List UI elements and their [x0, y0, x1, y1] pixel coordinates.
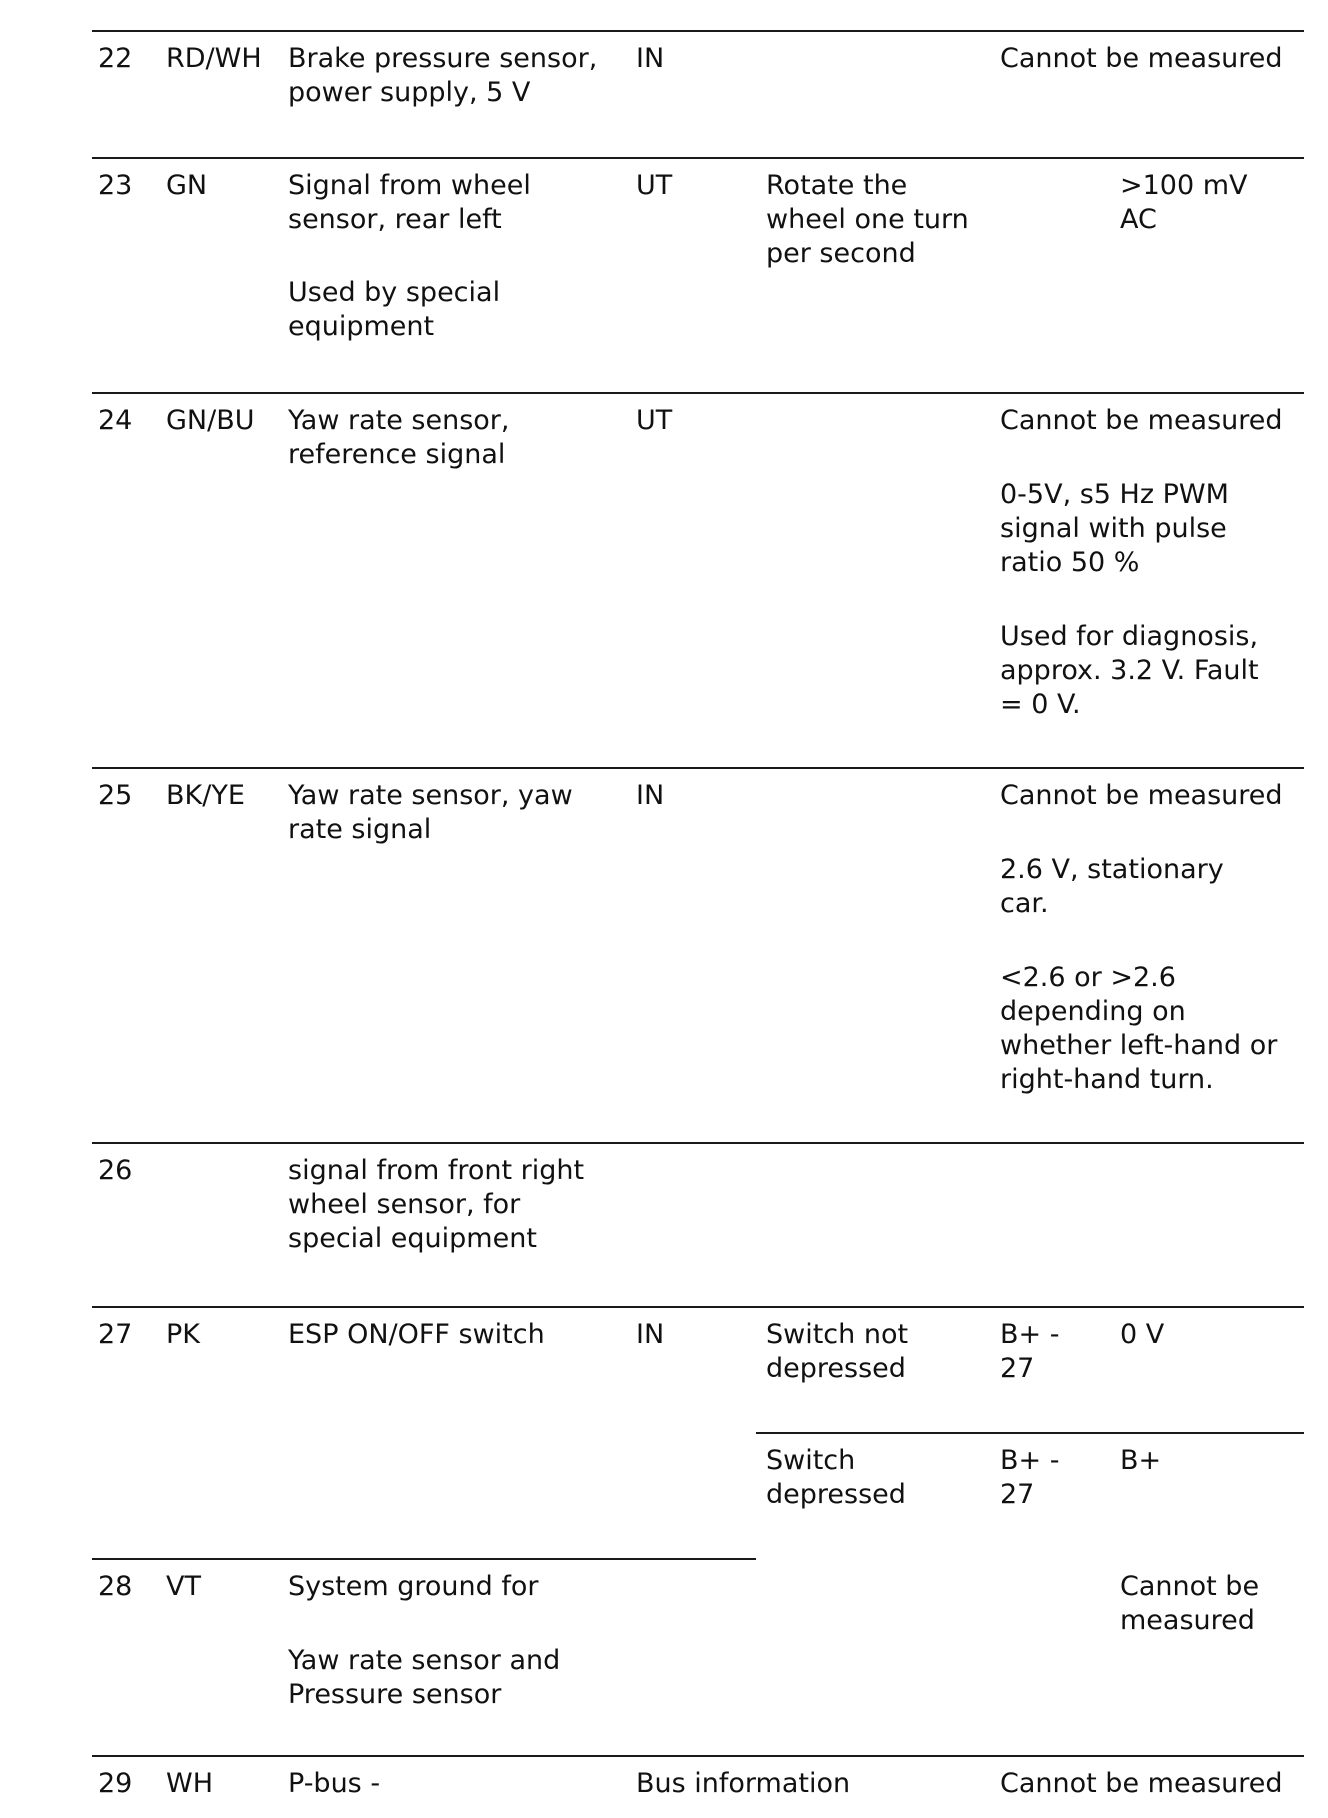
test-condition: per second	[766, 238, 916, 269]
measure-points: B+ -	[1000, 1445, 1060, 1476]
measured-value: >100 mV	[1120, 170, 1248, 201]
pin-number: 27	[98, 1319, 133, 1350]
description: rate signal	[288, 814, 432, 845]
wire-color: GN	[166, 170, 208, 201]
pin-number: 23	[98, 170, 133, 201]
measured-value: AC	[1120, 204, 1157, 235]
signal-direction: IN	[636, 780, 665, 811]
pin-number: 28	[98, 1571, 133, 1602]
value-note: = 0 V.	[1000, 689, 1081, 720]
test-condition: Switch	[766, 1445, 856, 1476]
signal-direction: IN	[636, 1319, 665, 1350]
description: P-bus -	[288, 1768, 381, 1799]
value-note: approx. 3.2 V. Fault	[1000, 655, 1259, 686]
value-note: Used for diagnosis,	[1000, 621, 1259, 652]
description-note: Pressure sensor	[288, 1679, 502, 1710]
pin-number: 29	[98, 1768, 133, 1799]
value-note: depending on	[1000, 996, 1186, 1027]
measured-value: Cannot be measured	[1000, 780, 1283, 811]
rule-22-23	[92, 157, 1304, 159]
test-condition: depressed	[766, 1353, 906, 1384]
wire-color: GN/BU	[166, 405, 255, 436]
wire-color: VT	[166, 1571, 201, 1602]
wire-color: RD/WH	[166, 43, 262, 74]
test-condition: depressed	[766, 1479, 906, 1510]
description-note: Yaw rate sensor and	[288, 1645, 561, 1676]
description: reference signal	[288, 439, 506, 470]
measured-value: measured	[1120, 1605, 1255, 1636]
measure-points: 27	[1000, 1353, 1035, 1384]
wire-color: WH	[166, 1768, 213, 1799]
test-condition: Switch not	[766, 1319, 909, 1350]
rule-23-24	[92, 392, 1304, 394]
pin-number: 25	[98, 780, 133, 811]
description: System ground for	[288, 1571, 539, 1602]
wire-color: PK	[166, 1319, 200, 1350]
pin-number: 26	[98, 1155, 133, 1186]
value-note: right-hand turn.	[1000, 1064, 1214, 1095]
rule-27-28	[92, 1558, 756, 1560]
description: ESP ON/OFF switch	[288, 1319, 545, 1350]
rule-24-25	[92, 767, 1304, 769]
description: signal from front right	[288, 1155, 585, 1186]
value-note: 0-5V, s5 Hz PWM	[1000, 479, 1229, 510]
signal-direction: Bus information	[636, 1768, 851, 1799]
value-note: <2.6 or >2.6	[1000, 962, 1176, 993]
rule-top	[92, 30, 1304, 32]
test-condition: wheel one turn	[766, 204, 969, 235]
description-note: Used by special	[288, 277, 501, 308]
value-note: car.	[1000, 888, 1049, 919]
wire-color: BK/YE	[166, 780, 245, 811]
measured-value: Cannot be measured	[1000, 43, 1283, 74]
measured-value: Cannot be measured	[1000, 1768, 1283, 1799]
pin-number: 22	[98, 43, 133, 74]
value-note: whether left-hand or	[1000, 1030, 1278, 1061]
measure-points: 27	[1000, 1479, 1035, 1510]
description: sensor, rear left	[288, 204, 502, 235]
measured-value: Cannot be measured	[1000, 405, 1283, 436]
description: wheel sensor, for	[288, 1189, 521, 1220]
description: Yaw rate sensor, yaw	[288, 780, 573, 811]
rule-25-26	[92, 1142, 1304, 1144]
signal-direction: UT	[636, 405, 673, 436]
rule-27-sub	[756, 1432, 1304, 1434]
rule-28-29	[92, 1755, 1304, 1757]
description: Yaw rate sensor,	[288, 405, 510, 436]
signal-direction: UT	[636, 170, 673, 201]
description-note: equipment	[288, 311, 435, 342]
measured-value: 0 V	[1120, 1319, 1165, 1350]
value-note: signal with pulse	[1000, 513, 1227, 544]
rule-26-27	[92, 1306, 1304, 1308]
signal-direction: IN	[636, 43, 665, 74]
pin-number: 24	[98, 405, 133, 436]
description: Signal from wheel	[288, 170, 531, 201]
description: Brake pressure sensor,	[288, 43, 598, 74]
value-note: 2.6 V, stationary	[1000, 854, 1224, 885]
description: special equipment	[288, 1223, 537, 1254]
measured-value: Cannot be	[1120, 1571, 1260, 1602]
measure-points: B+ -	[1000, 1319, 1060, 1350]
test-condition: Rotate the	[766, 170, 908, 201]
description: power supply, 5 V	[288, 77, 531, 108]
value-note: ratio 50 %	[1000, 547, 1140, 578]
measured-value: B+	[1120, 1445, 1162, 1476]
